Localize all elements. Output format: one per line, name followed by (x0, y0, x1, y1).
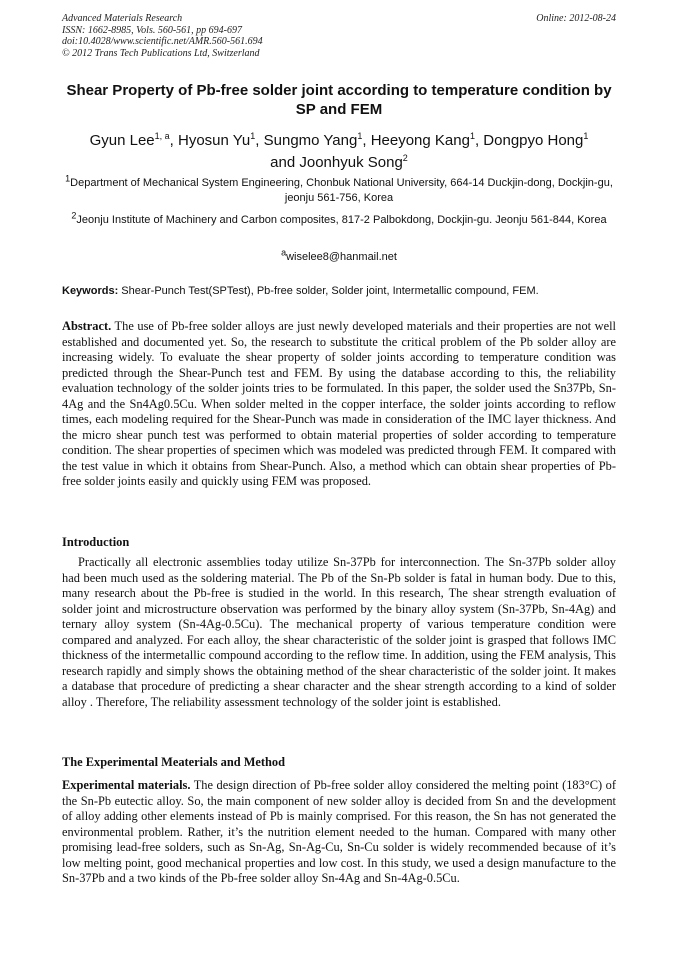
author-name: Sungmo Yang (263, 132, 358, 149)
affiliation-mark: 1 (65, 173, 71, 184)
experimental-text: The design direction of Pb-free solder alloy considered the melting point (183°C) of the Sn-Pb eutectic alloy. So, the main component of new solder alloy is decided from Sn and the development of alloy adding other elements instead of Pb is mainly comprised. For this reason, the Sn has not generated the environmental problem. Rather, it’s the nutrition element needed to the human. Compared with many other promising lead-free solders, such as Sn-Ag, Sn-Ag-Cu, Sn-Cu solder is widely recommended because of it’s low melting point, good mechanical properties and low cost. In this study, we used a design manufacture to the Sn-37Pb and a two kinds of the Pb-free solder alloy Sn-4Ag and Sn-4Ag-0.5Cu. (62, 778, 616, 885)
author-separator: , (255, 132, 264, 149)
journal-issn: ISSN: 1662-8985, Vols. 560-561, pp 694-697 (62, 24, 242, 36)
keywords (62, 284, 616, 299)
experimental-body (62, 778, 616, 887)
abstract-text: The use of Pb-free solder alloys are just newly developed materials and their properties are not well established and documented yet. So, the research to substitute the critical problem of the Pb solder alloy are increasing widely. To evaluate the shear property of solder joints according to temperature condition was predicted through the Shear-Punch test and FEM. By using the database according to this, the reliability evaluation technology of the solder joints tries to be formulated. In this paper, the solder used the Sn37Pb, Sn-4Ag and the Sn4Ag0.5Cu. When solder melted in the copper interface, the solder joints according to reflow times, each modeling required for the Shear-Punch was made in consideration of the IMC layer thickness. And the micro shear punch test was performed to obtain material properties of solder according to temperature condition. The shear properties of specimen which was modeled was predicted through FEM. It compared with the test value in which it obtains from Shear-Punch. Also, a method which can obtain shear properties of Pb-free solder joints easily and quickly using FEM was proposed. (62, 319, 616, 488)
paper-title: Shear Property of Pb-free solder joint according to temperature condition by SP and FEM (66, 82, 612, 118)
abstract (62, 319, 616, 490)
author-affiliation-mark: 1 (583, 131, 589, 141)
email-mark: a (281, 247, 287, 258)
journal-doi: doi:10.4028/www.scientific.net/AMR.560-561.694 (62, 36, 263, 47)
author-and: and (270, 154, 300, 171)
introduction-heading: Introduction (62, 535, 130, 549)
author-separator: , (474, 132, 484, 149)
experimental-lead: Experimental materials. (62, 778, 191, 792)
author-affiliation-mark: 1, a (154, 131, 170, 141)
affiliation-text: Jeonju Institute of Machinery and Carbon composites, 817-2 Palbokdong, Dockjin-gu. Jeonju 561-844, Korea (76, 214, 607, 226)
affiliation-2 (62, 210, 616, 228)
abstract-label: Abstract. (62, 319, 112, 333)
author-affiliation-mark: 1 (357, 131, 363, 141)
author-name: Joonhyuk Song (299, 154, 403, 171)
author-name: Hyosun Yu (178, 132, 251, 149)
author-affiliation-mark: 1 (469, 131, 475, 141)
keywords-text: Shear-Punch Test(SPTest), Pb-free solder, Solder joint, Intermetallic compound, FEM. (118, 285, 539, 297)
keywords-label: Keywords: (62, 285, 119, 297)
introduction-body: Practically all electronic assemblies today utilize Sn-37Pb for interconnection. The Sn-37Pb solder alloy had been much used as the soldering material. The Pb of the Sn-Pb solder is fatal in human body. Due to this, many research about the Pb-free is studied in the world. In this research, The shear strength evaluation of solder joint and microstructure observation was performed by the binary alloy system (Sn-37Pb, Sn-4Ag) and ternary alloy system (Sn-4Ag-0.5Cu). The mechanical property of various temperature condition were compared and analyzed. For each alloy, the shear characteristic of the solder joint is grasped that follows IMC thickness of the intermetallic compound according to the reflow time. In addition, using the FEM analysis, This research rapidly and simply shows the obtaining method of the shear characteristic of the solder joint. It makes a database that procedure of predicting a shear character and the shear strength according to a kind of solder alloy . Therefore, The reliability assessment technology of the solder joint is established. (62, 555, 616, 709)
contact-email (62, 247, 616, 265)
author-affiliation-mark: 1 (250, 131, 256, 141)
author-name: Heeyong Kang (370, 132, 470, 149)
online-date: Online: 2012-08-24 (536, 13, 616, 24)
affiliation-text: Department of Mechanical System Engineering, Chonbuk National University, 664-14 Duckjin-dong, Dockjin-gu, jeonju 561-756, Korea (70, 177, 613, 204)
author-name: Gyun Lee (89, 132, 155, 149)
email-address: wiselee8@hanmail.net (286, 251, 397, 263)
author-separator: , (169, 132, 178, 149)
author-list (62, 130, 616, 174)
experimental-heading: The Experimental Meaterials and Method (62, 755, 286, 769)
affiliation-1 (62, 173, 616, 206)
journal-copyright: © 2012 Trans Tech Publications Ltd, Switzerland (62, 47, 260, 59)
journal-header (62, 13, 616, 59)
journal-name: Advanced Materials Research (62, 13, 183, 24)
author-name: Dongpyo Hong (483, 132, 584, 149)
affiliation-mark: 2 (71, 210, 77, 221)
author-affiliation-mark: 2 (402, 153, 408, 163)
author-separator: , (362, 132, 371, 149)
